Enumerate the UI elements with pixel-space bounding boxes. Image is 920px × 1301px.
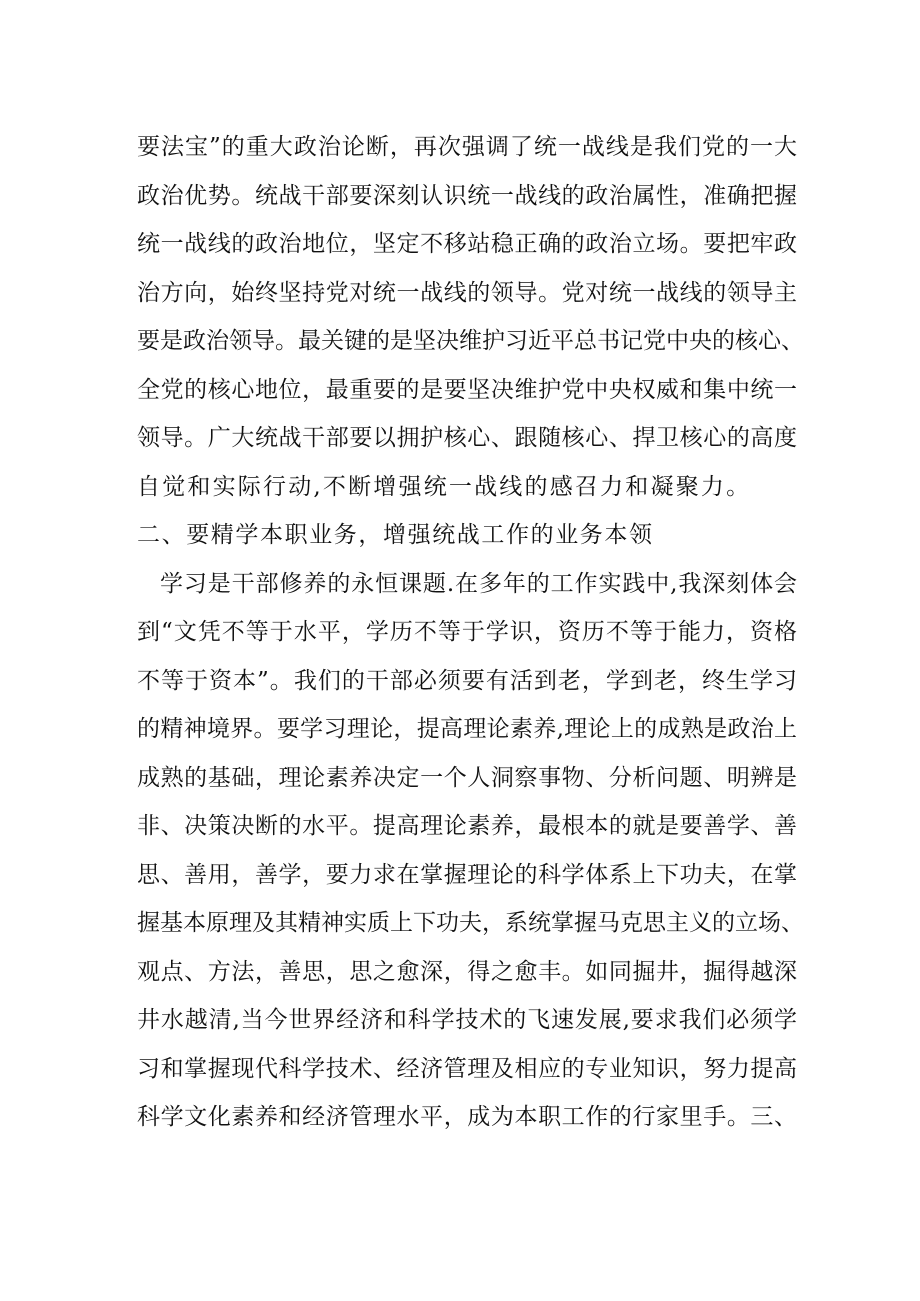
text-line: 全党的核心地位，最重要的是要坚决维护党中央权威和集中统一 xyxy=(137,376,797,403)
text-line: 不等于资本”。我们的干部必须要有活到老，学到老，终生学习 xyxy=(137,667,797,694)
text-line: 学习是干部修养的永恒课题.在多年的工作实践中,我深刻体会 xyxy=(160,570,797,597)
text-line: 观点、方法，善思，思之愈深，得之愈丰。如同掘井，掘得越深 xyxy=(137,958,797,985)
text-line: 到“文凭不等于水平，学历不等于学识，资历不等于能力，资格 xyxy=(137,619,797,645)
text-line: 统一战线的政治地位，坚定不移站稳正确的政治立场。要把牢政 xyxy=(137,231,797,257)
text-line: 要法宝”的重大政治论断，再次强调了统一战线是我们党的一大 xyxy=(137,134,797,160)
document-body xyxy=(137,127,804,1146)
text-line: 要是政治领导。最关键的是坚决维护习近平总书记党中央的核心、 xyxy=(137,328,804,354)
text-line: 治方向，始终坚持党对统一战线的领导。党对统一战线的领导主 xyxy=(137,279,797,306)
text-line: 非、决策决断的水平。提高理论素养，最根本的就是要善学、善 xyxy=(137,813,797,839)
text-line: 科学文化素养和经济管理水平，成为本职工作的行家里手。三、 xyxy=(137,1104,797,1130)
text-line: 领导。广大统战干部要以拥护核心、跟随核心、捍卫核心的高度 xyxy=(137,425,797,451)
text-line: 思、善用，善学，要力求在掌握理论的科学体系上下功夫，在掌 xyxy=(137,861,797,888)
text-line: 的精神境界。要学习理论，提高理论素养,理论上的成熟是政治上 xyxy=(137,716,797,742)
text-line: 习和掌握现代科学技术、经济管理及相应的专业知识，努力提高 xyxy=(137,1055,797,1082)
text-line: 政治优势。统战干部要深刻认识统一战线的政治属性，准确把握 xyxy=(137,182,797,209)
text-line: 成熟的基础，理论素养决定一个人洞察事物、分析问题、明辨是 xyxy=(137,764,797,791)
text-line: 握基本原理及其精神实质上下功夫，系统掌握马克思主义的立场、 xyxy=(137,910,804,936)
text-line: 自觉和实际行动,不断增强统一战线的感召力和凝聚力。 xyxy=(137,473,752,500)
text-line: 井水越清,当今世界经济和科学技术的飞速发展,要求我们必须学 xyxy=(137,1007,797,1033)
section-heading: 二、要精学本职业务，增强统战工作的业务本领 xyxy=(137,522,654,548)
